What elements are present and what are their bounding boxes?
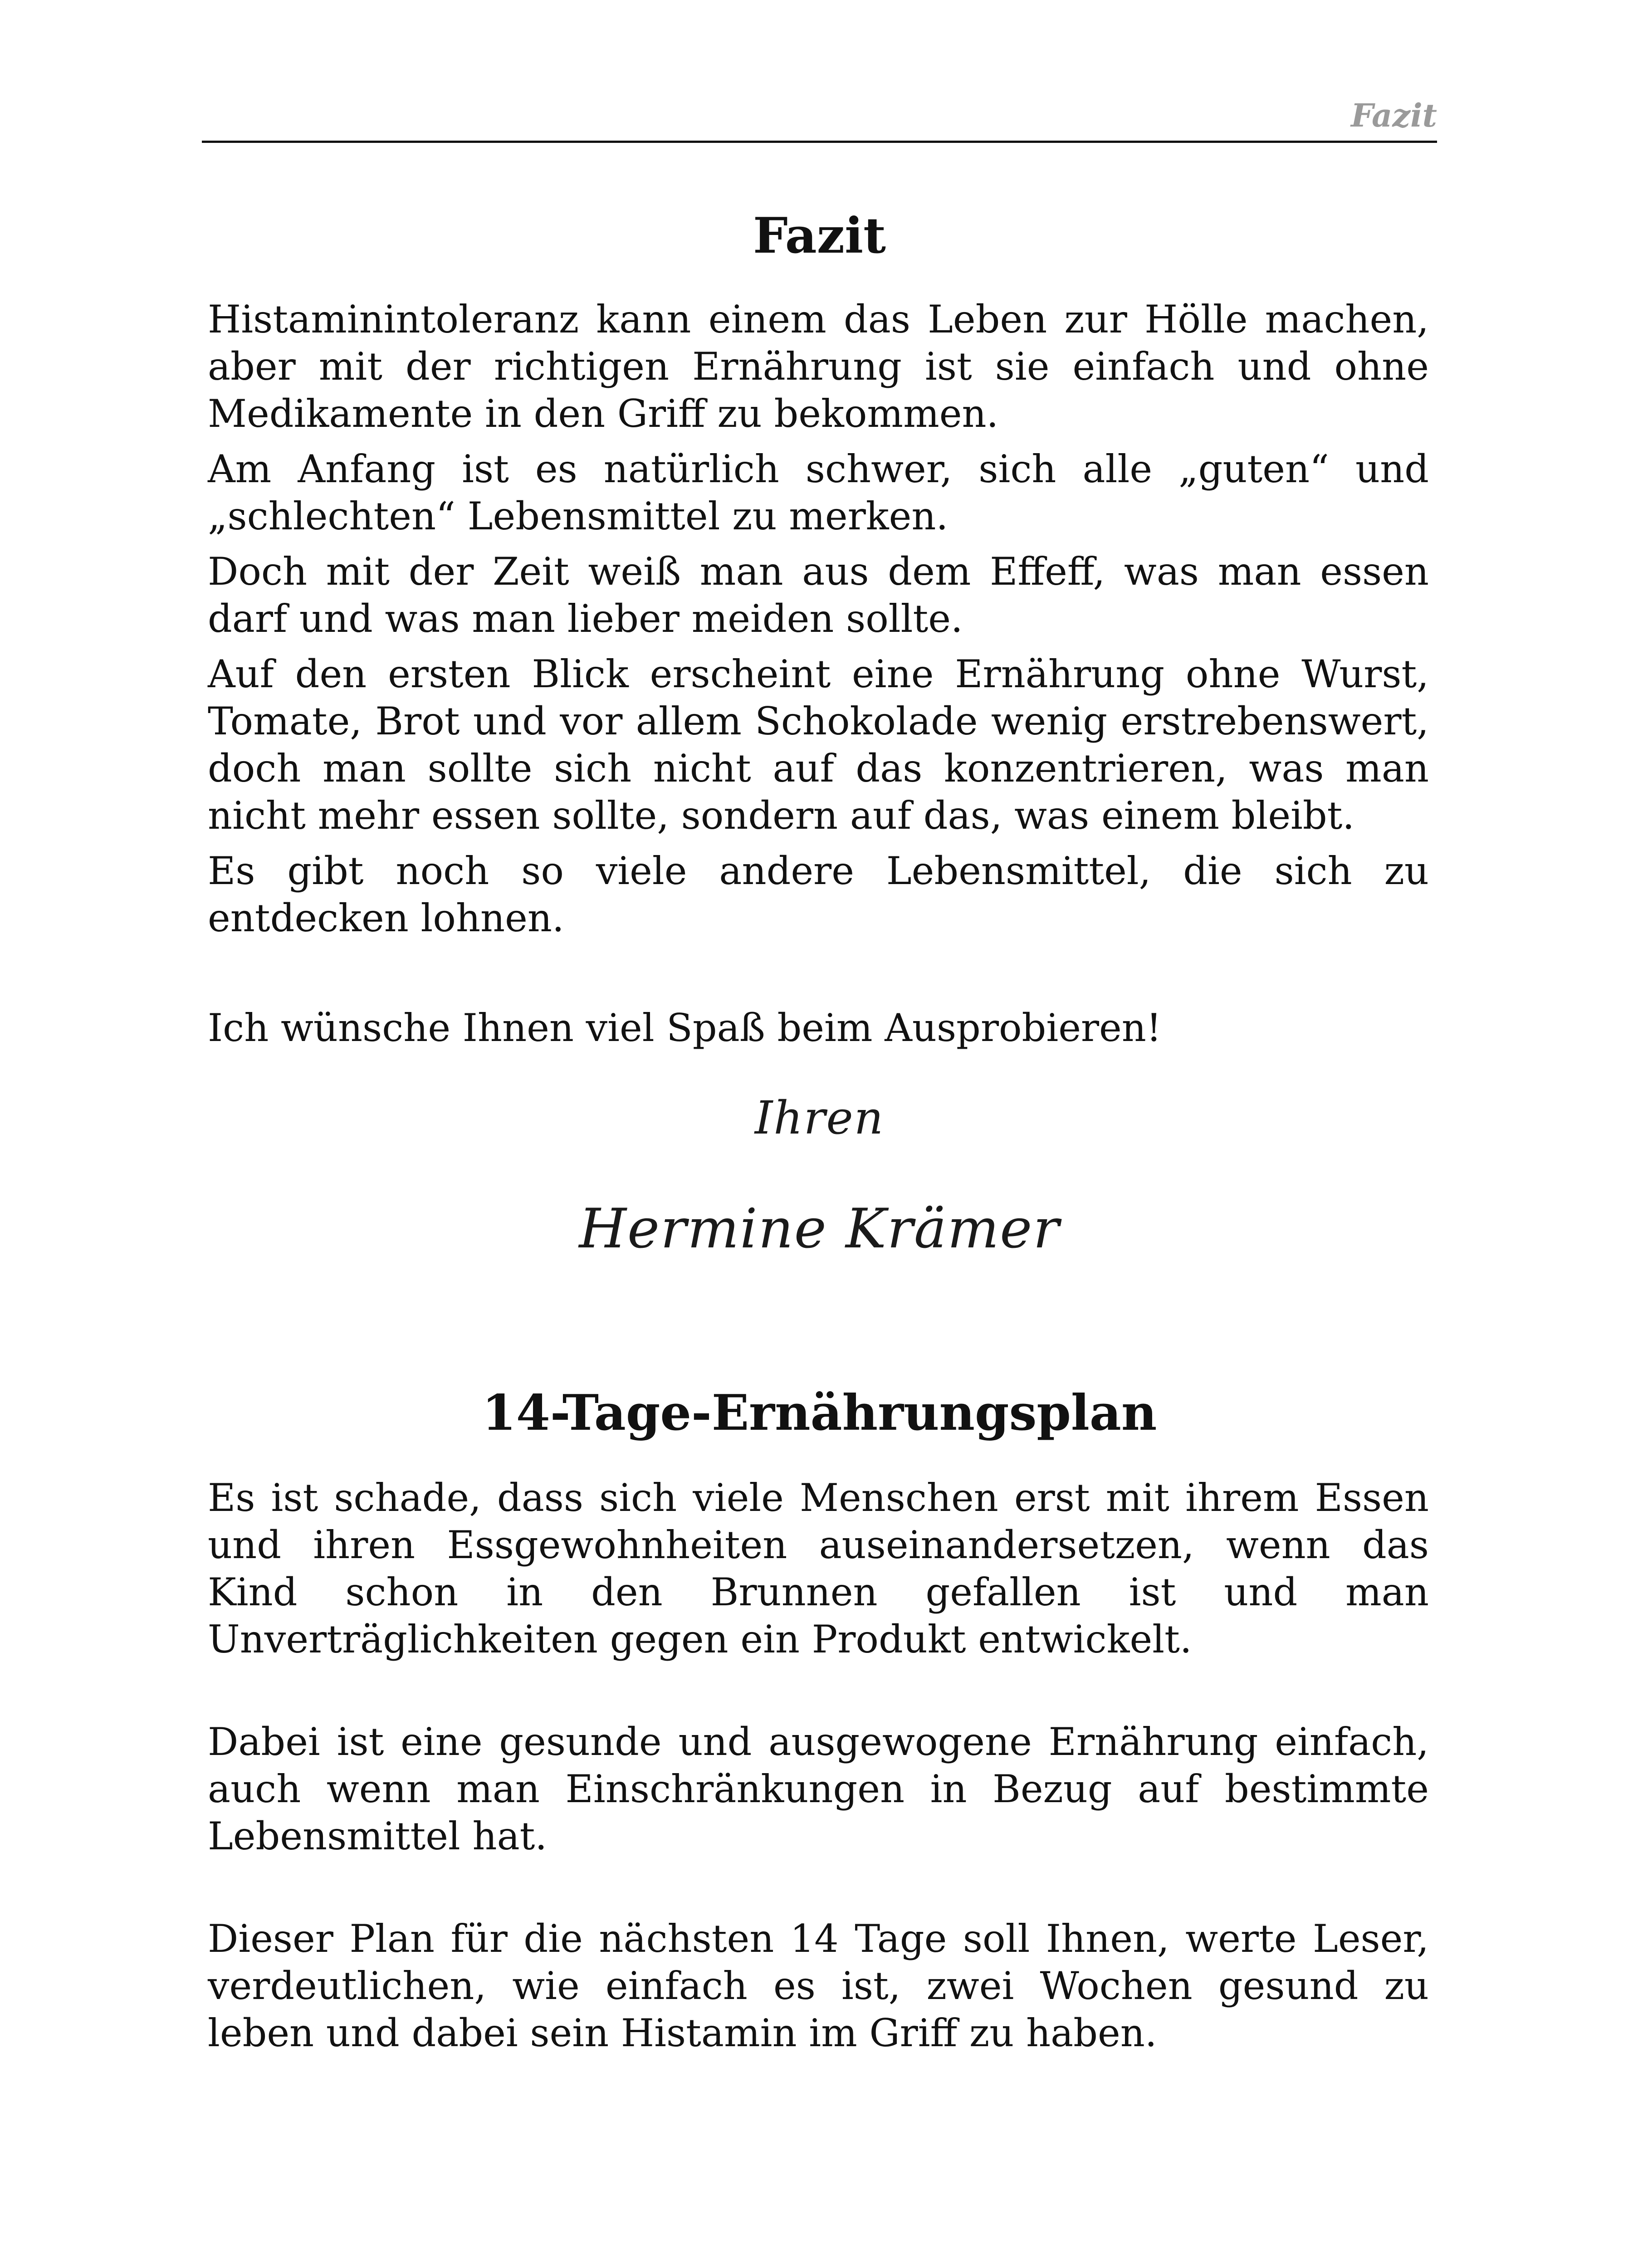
section-heading-ernaehrungsplan: 14-Tage-Ernährungsplan	[482, 1384, 1157, 1442]
section-heading-fazit: Fazit	[753, 207, 886, 264]
signoff: Ihren	[754, 1091, 885, 1144]
paragraph: Es gibt noch so viele andere Lebensmittel, die sich zu entdecken lohnen.	[208, 849, 1429, 940]
paragraph: Dabei ist eine gesunde und ausgewogene Ernährung einfach, auch wenn man Einschränkungen in Bezug auf bestimmte Lebensmittel hat.	[208, 1720, 1429, 1858]
running-header	[202, 93, 1437, 138]
ernaehrungsplan-body	[208, 1474, 1429, 2057]
paragraph: Histaminintoleranz kann einem das Leben zur Hölle machen, aber mit der richtigen Ernährung ist sie einfach und ohne Medikamente in den Griff zu bekommen.	[208, 297, 1429, 436]
paragraph: Doch mit der Zeit weiß man aus dem Effeff, was man essen darf und was man lieber meiden sollte.	[208, 549, 1429, 641]
paragraph: Am Anfang ist es natürlich schwer, sich alle „guten“ und „schlechten“ Lebensmittel zu merken.	[208, 447, 1429, 538]
paragraph: Dieser Plan für die nächsten 14 Tage soll Ihnen, werte Leser, verdeutlichen, wie einfach es ist, zwei Wochen gesund zu leben und dabei sein Histamin im Griff zu haben.	[208, 1916, 1429, 2055]
fazit-body	[208, 296, 1429, 1051]
header-rule	[202, 141, 1437, 143]
signature: Hermine Krämer	[579, 1198, 1060, 1261]
paragraph: Auf den ersten Blick erscheint eine Ernährung ohne Wurst, Tomate, Brot und vor allem Schokolade wenig erstrebenswert, doch man sollte sich nicht auf das konzentrieren, was man nicht mehr essen sollte, sondern auf das, was einem bleibt.	[208, 652, 1429, 838]
running-title: Fazit	[1351, 97, 1437, 134]
paragraph: Es ist schade, dass sich viele Menschen erst mit ihrem Essen und ihren Essgewohnheiten auseinandersetzen, wenn das Kind schon in den Brunnen gefallen ist und man Unverträglichkeiten gegen ein Produkt entwickelt.	[208, 1476, 1429, 1662]
closing-line: Ich wünsche Ihnen viel Spaß beim Ausprobieren!	[208, 1006, 1162, 1050]
